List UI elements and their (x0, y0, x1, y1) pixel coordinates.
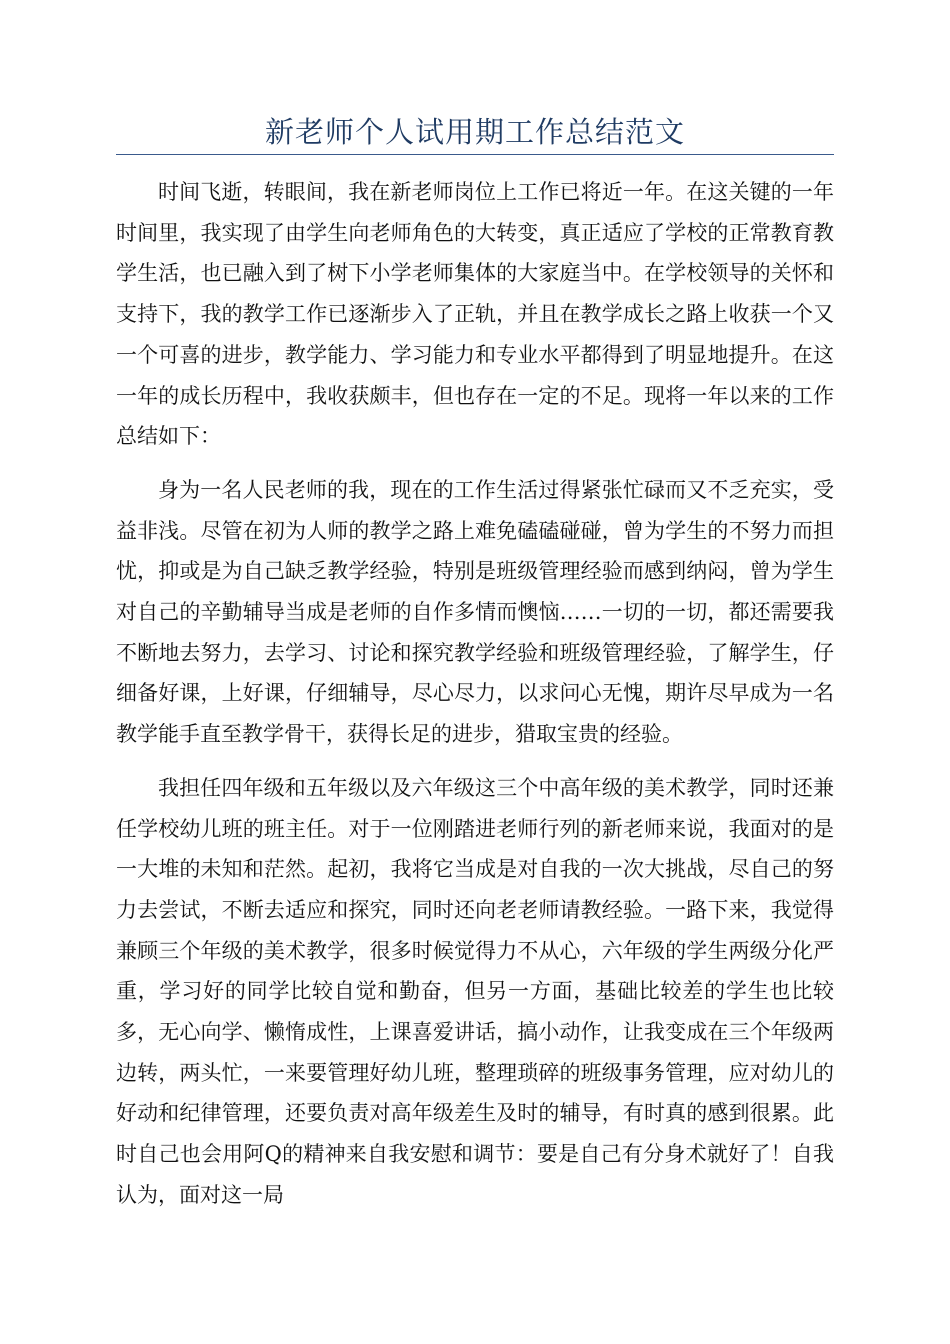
paragraph: 时间飞逝，转眼间，我在新老师岗位上工作已将近一年。在这关键的一年时间里，我实现了由学生向老师角色的大转变，真正适应了学校的正常教育教学生活，也已融入到了树下小学老师集体的大家庭当中。在学校领导的关怀和支持下，我的教学工作已逐渐步入了正轨，并且在教学成长之路上收获一个又一个可喜的进步，教学能力、学习能力和专业水平都得到了明显地提升。在这一年的成长历程中，我收获颇丰，但也存在一定的不足。现将一年以来的工作总结如下： (116, 180, 834, 449)
title-underline (116, 154, 834, 155)
document-title: 新老师个人试用期工作总结范文 (264, 115, 685, 149)
document-body (116, 172, 834, 1229)
paragraph: 身为一名人民老师的我，现在的工作生活过得紧张忙碌而又不乏充实，受益非浅。尽管在初为人师的教学之路上难免磕磕碰碰，曾为学生的不努力而担忧，抑或是为自己缺乏教学经验，特别是班级管理经验而感到纳闷，曾为学生对自己的辛勤辅导当成是老师的自作多情而懊恼……一切的一切，都还需要我不断地去努力，去学习、讨论和探究教学经验和班级管理经验，了解学生，仔细备好课，上好课，仔细辅导，尽心尽力，以求问心无愧，期许尽早成为一名教学能手直至教学骨干，获得长足的进步，猎取宝贵的经验。 (116, 477, 834, 747)
paragraph: 我担任四年级和五年级以及六年级这三个中高年级的美术教学，同时还兼任学校幼儿班的班主任。对于一位刚踏进老师行列的新老师来说，我面对的是一大堆的未知和茫然。起初，我将它当成是对自我的一次大挑战，尽自己的努力去尝试，不断去适应和探究，同时还向老老师请教经验。一路下来，我觉得兼顾三个年级的美术教学，很多时候觉得力不从心，六年级的学生两级分化严重，学习好的同学比较自觉和勤奋，但另一方面，基础比较差的学生也比较多，无心向学、懒惰成性，上课喜爱讲话，搞小动作，让我变成在三个年级两边转，两头忙，一来要管理好幼儿班，整理琐碎的班级事务管理，应对幼儿的好动和纪律管理，还要负责对高年级差生及时的辅导，有时真的感到很累。此时自己也会用阿Q的精神来自我安慰和调节：要是自己有分身术就好了！自我认为，面对这一局 (116, 775, 834, 1207)
